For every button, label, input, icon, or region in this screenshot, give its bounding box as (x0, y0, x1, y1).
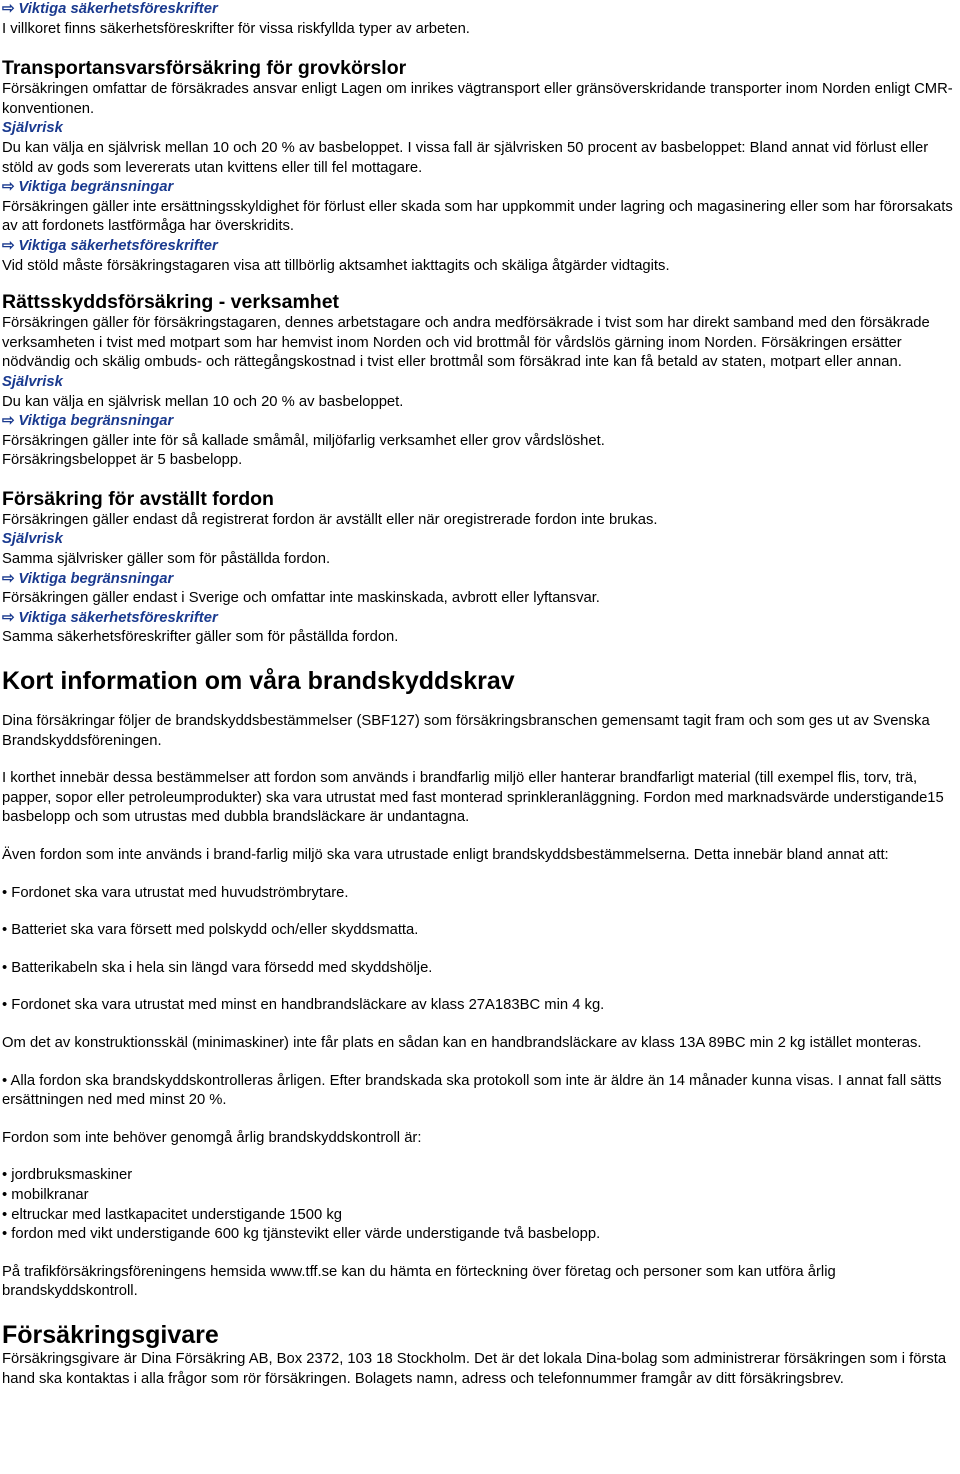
subheading-sakerhetsforeskrifter: ⇨ Viktiga säkerhetsföreskrifter (2, 237, 218, 254)
arrow-right-icon: ⇨ (2, 570, 15, 587)
paragraph: Fordon som inte behöver genomgå årlig brandskyddskontroll är: (2, 1129, 422, 1146)
paragraph: Om det av konstruktionsskäl (minimaskiner) inte får plats en sådan kan en handbrandsläckare av klass 13A 89BC min 2 kg istället monteras. (2, 1034, 922, 1051)
paragraph: I korthet innebär dessa bestämmelser att fordon som används i brandfarlig miljö eller hanterar brandfarligt material (till exempel flis, torv, trä, papper, sopor eller petroleumprodukter) ska vara utrustat med fast monterad sprinkleranläggning. Fordon med marknadsvärde understigande15 basbelopp och som utrustas med dubbla brandsläckare är undantagna. (2, 770, 944, 826)
list-item: • eltruckar med lastkapacitet understigande 1500 kg (2, 1206, 342, 1223)
paragraph: Försäkringen gäller för försäkringstagaren, dennes arbetstagare och andra medförsäkrade i tvist som har direkt samband med den försäkrade verksamheten i tvist med motpart som har hemvist inom Norden och vid brottmål för vårdslös gärning inom Norden. Försäkringen ersätter nödvändig och skälig ombuds- och rättegångskostnad i tvist eller brottmål som försäkrad inte kan få betald av staten, motpart eller annan. (2, 315, 930, 371)
subheading-begransningar: ⇨ Viktiga begränsningar (2, 413, 174, 430)
bullet-item: • Fordonet ska vara utrustat med huvudströmbrytare. (2, 884, 349, 901)
arrow-right-icon: ⇨ (2, 237, 15, 254)
paragraph: Försäkringsbeloppet är 5 basbelopp. (2, 452, 243, 469)
subheading-sjalvrisk: Självrisk (2, 120, 63, 137)
paragraph: Dina försäkringar följer de brandskyddsbestämmelser (SBF127) som försäkringsbranschen gemensamt tagit fram och som ges ut av Svenska Brandskyddsföreningen. (2, 713, 930, 749)
subheading-begransningar: ⇨ Viktiga begränsningar (2, 179, 174, 196)
section-title-transportansvar: Transportansvarsförsäkring för grovkörslor (2, 57, 407, 80)
paragraph: Du kan välja en självrisk mellan 10 och 20 % av basbeloppet. (2, 393, 404, 410)
subheading-sjalvrisk: Självrisk (2, 373, 63, 390)
paragraph: Samma självrisker gäller som för påställda fordon. (2, 551, 331, 568)
section-title-forsakringsgivare: Försäkringsgivare (2, 1320, 219, 1349)
bullet-item: • Batterikabeln ska i hela sin längd vara försedd med skyddshölje. (2, 959, 433, 976)
paragraph: I villkoret finns säkerhetsföreskrifter för vissa riskfyllda typer av arbeten. (2, 20, 470, 37)
paragraph: Försäkringen omfattar de försäkrades ansvar enligt Lagen om inrikes vägtransport eller gränsöverskridande transporter inom Norden enligt CMR-konventionen. (2, 81, 953, 117)
paragraph: Försäkringsgivare är Dina Försäkring AB, Box 2372, 103 18 Stockholm. Det är det lokala Dina-bolag som administrerar försäkringen som i första hand ska kontaktas i alla frågor som rör försäkringen. Bolagets namn, adress och telefonnummer framgår av ditt försäkringsbrev. (2, 1350, 947, 1387)
subheading-sakerhetsforeskrifter: ⇨ Viktiga säkerhetsföreskrifter (2, 609, 218, 626)
paragraph: Försäkringen gäller inte för så kallade småmål, miljöfarlig verksamhet eller grov vårdslöshet. (2, 432, 605, 449)
list-item: • fordon med vikt understigande 600 kg tjänstevikt eller värde understigande två basbelopp. (2, 1226, 601, 1243)
arrow-right-icon: ⇨ (2, 179, 15, 196)
list-item: • jordbruksmaskiner (2, 1167, 133, 1184)
arrow-right-icon: ⇨ (2, 609, 15, 626)
subheading-begransningar: ⇨ Viktiga begränsningar (2, 570, 174, 587)
paragraph: Vid stöld måste försäkringstagaren visa att tillbörlig aktsamhet iakttagits och skäliga åtgärder vidtagits. (2, 257, 670, 274)
arrow-right-icon: ⇨ (2, 413, 15, 430)
bullet-item: • Fordonet ska vara utrustat med minst en handbrandsläckare av klass 27A183BC min 4 kg. (2, 997, 605, 1014)
section-title-brandskyddskrav: Kort information om våra brandskyddskrav (2, 667, 515, 696)
bullet-item: • Batteriet ska vara försett med polskydd och/eller skyddsmatta. (2, 922, 419, 939)
paragraph: Du kan välja en självrisk mellan 10 och 20 % av basbeloppet. I vissa fall är självrisken 50 procent av basbeloppet: Bland annat vid förlust eller stöld av gods som levererats utan kvittens eller till fel mottagare. (2, 139, 929, 176)
paragraph: På trafikförsäkringsföreningens hemsida www.tff.se kan du hämta en förteckning över företag och personer som kan utföra årlig brandskyddskontroll. (2, 1263, 836, 1300)
paragraph: Försäkringen gäller inte ersättningsskyldighet för förlust eller skada som har uppkommit under lagring och magasinering eller som har förorsakats av att fordonets lastförmåga har överskridits. (2, 198, 953, 235)
subheading-sakerhetsforeskrifter: ⇨ Viktiga säkerhetsföreskrifter (2, 1, 218, 17)
paragraph: Även fordon som inte används i brand-farlig miljö ska vara utrustade enligt brandskyddsbestämmelserna. Detta innebär bland annat att: (2, 847, 889, 863)
arrow-right-icon: ⇨ (2, 1, 15, 17)
list-item: • mobilkranar (2, 1186, 89, 1203)
paragraph: Försäkringen gäller endast då registrerat fordon är avställt eller när oregistrerade fordon inte brukas. (2, 511, 658, 528)
section-title-avstallt-fordon: Försäkring för avställt fordon (2, 487, 274, 510)
section-title-rattsskydd: Rättsskyddsförsäkring - verksamhet (2, 291, 340, 314)
paragraph: Samma säkerhetsföreskrifter gäller som för påställda fordon. (2, 629, 399, 646)
subheading-sjalvrisk: Självrisk (2, 531, 63, 548)
paragraph: Försäkringen gäller endast i Sverige och omfattar inte maskinskada, avbrott eller lyftansvar. (2, 590, 600, 607)
paragraph: • Alla fordon ska brandskyddskontrolleras årligen. Efter brandskada ska protokoll som inte är äldre än 14 månader kunna visas. I annat fall sätts ersättningen ned med minst 20 %. (2, 1072, 942, 1109)
